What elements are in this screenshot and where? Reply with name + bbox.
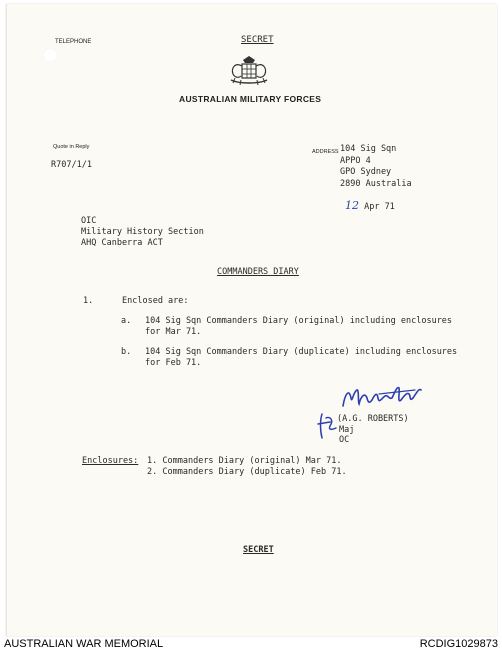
signature-block [337,414,409,446]
address-line: APPO 4 [340,155,371,166]
item-line: 104 Sig Sqn Commanders Diary (original) including enclosures [145,316,453,326]
address-label: ADDRESS [312,149,339,155]
enclosure-text: Commanders Diary (original) Mar 71. [162,456,342,466]
address-line: GPO Sydney [340,167,392,177]
item-line: for Feb 71. [145,358,202,368]
item-label: b. [121,347,132,357]
item-line: for Mar 71. [145,327,202,337]
paragraph-number: 1. [83,296,94,306]
enclosures-list [147,456,347,477]
date-day-handwritten: 12 [345,199,359,212]
recipient-line: OIC [81,216,97,226]
telephone-label: TELEPHONE [55,39,92,45]
date-line [345,194,395,213]
punch-hole [43,48,57,62]
subject-heading: COMMANDERS DIARY [217,267,299,277]
address-block [340,144,412,190]
footer-institution: AUSTRALIAN WAR MEMORIAL [4,638,164,650]
reference-number: R707/1/1 [51,160,92,170]
address-line: 2890 Australia [340,178,412,189]
enclosure-text: Commanders Diary (duplicate) Feb 71. [162,466,347,477]
quote-label: Quote in Reply [53,144,90,150]
signatory-title: OC [339,435,350,445]
enclosure-entry [147,456,347,467]
recipient-line: Military History Section [81,227,204,237]
recipient-line: AHQ Canberra ACT [81,238,163,248]
item-label: a. [121,316,132,326]
enclosures-label: Enclosures: [82,456,139,466]
signatory-rank: Maj [339,424,355,435]
address-line: 104 Sig Sqn [340,144,397,154]
classification-top: SECRET [241,35,274,45]
signature-mark [339,382,425,414]
signatory-name: (A.G. ROBERTS) [337,414,409,424]
classification-bottom: SECRET [243,545,274,555]
document-page [6,4,497,636]
enclosure-item-a [145,316,452,338]
enclosure-entry [147,467,347,478]
date-month-year: Apr 71 [364,202,395,212]
coat-of-arms-icon [225,54,273,90]
enclosure-number: 2. [147,466,158,477]
enclosure-item-b [145,347,457,369]
paragraph-text: Enclosed are: [122,296,189,306]
organisation-title: AUSTRALIAN MILITARY FORCES [179,94,322,104]
item-line: 104 Sig Sqn Commanders Diary (duplicate) including enclosures [145,347,458,357]
enclosure-number: 1. [147,456,158,466]
recipient-block [81,216,204,249]
footer-record-id: RCDIG1029873 [419,638,498,650]
